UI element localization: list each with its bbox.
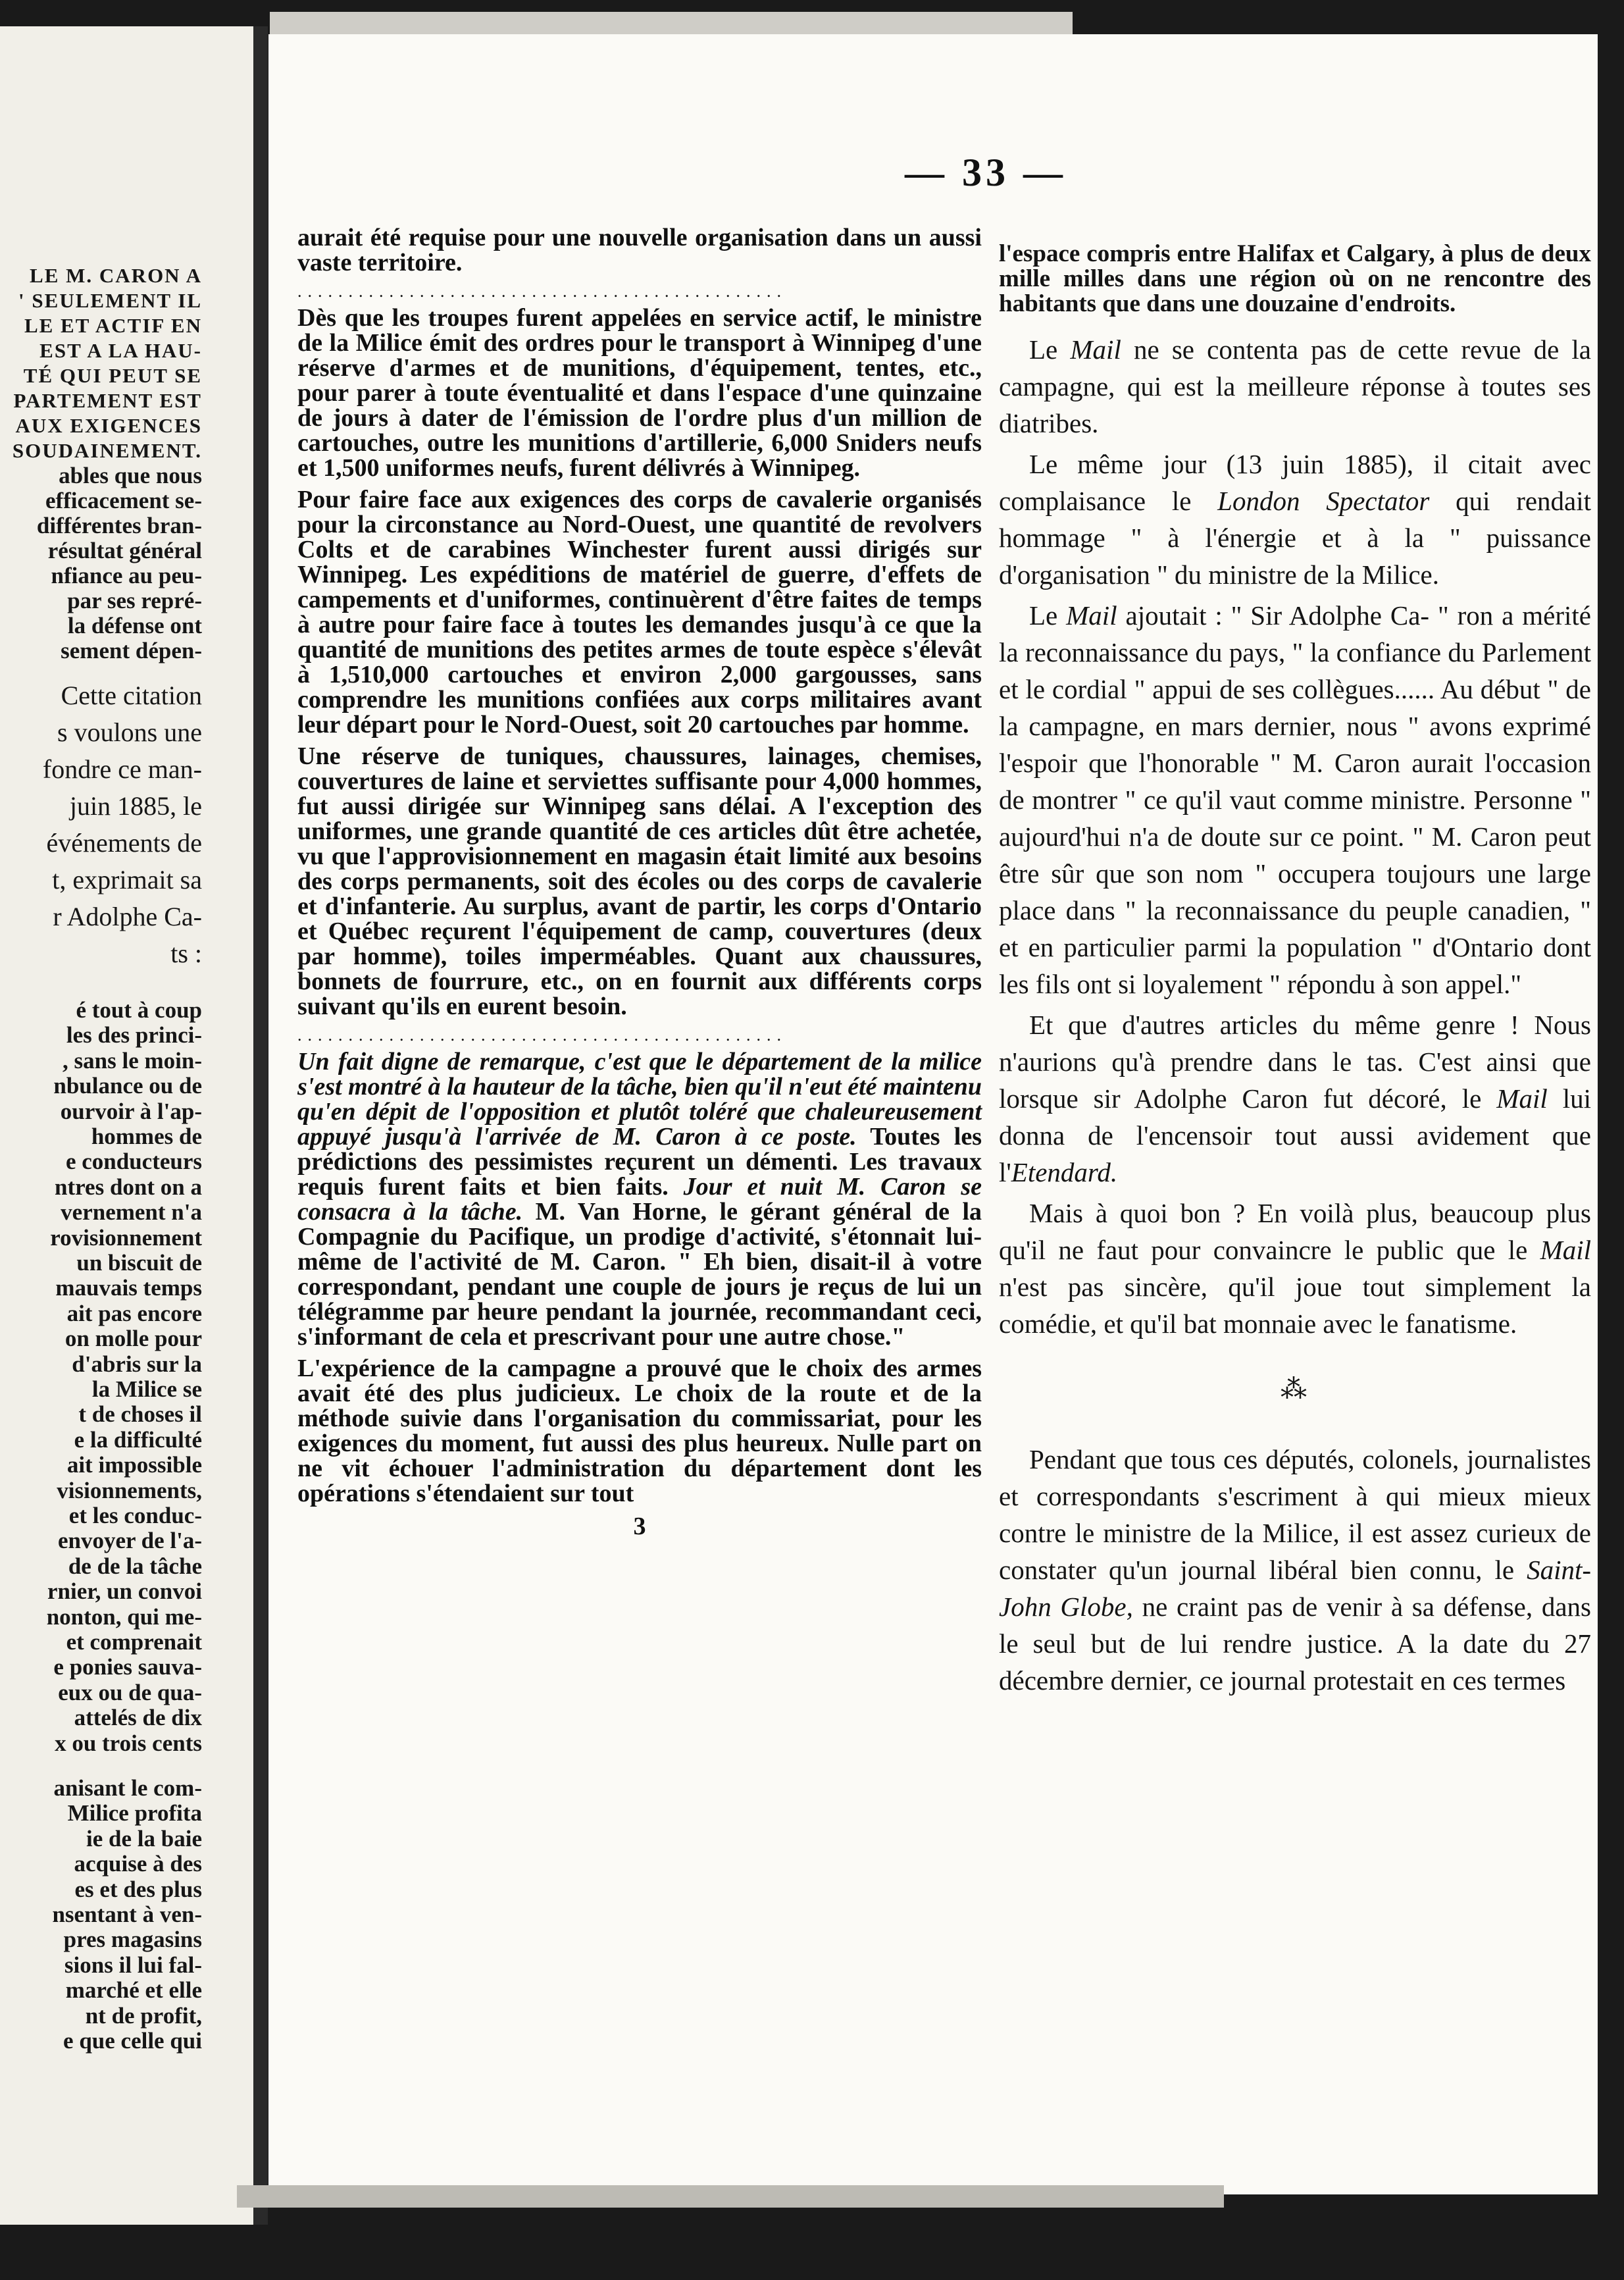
left-page-line: marché et elle — [65, 1977, 202, 2004]
left-page-line: et les conduc- — [68, 1503, 202, 1528]
text: Mais à quoi bon ? En voilà plus, beaucoup plus qu'il ne faut pour convaincre le public que le — [999, 1198, 1591, 1265]
left-page-line: nbulance ou de — [53, 1073, 202, 1099]
page-number: — 33 — — [905, 151, 1067, 194]
left-page-line: es et des plus — [74, 1876, 202, 1902]
left-page-line: rnier, un convoi — [47, 1578, 202, 1605]
left-page-line: on molle pour — [64, 1326, 202, 1352]
paragraph: aurait été requise pour une nouvelle organisation dans un aussi vaste territoire. — [297, 224, 982, 276]
newspaper-name: Saint-John Globe, — [999, 1555, 1591, 1622]
left-page-line: sions il lui fal- — [64, 1952, 202, 1978]
left-page-line: acquise à des — [74, 1851, 202, 1877]
paragraph: l'espace compris entre Halifax et Calgary, à plus de deux mille milles dans une région où on ne rencontre des habitants que dans une douzaine d'endroits. — [999, 240, 1591, 317]
paragraph — [999, 1441, 1591, 1699]
left-page-line: t de choses il — [78, 1401, 202, 1428]
text: ne craint pas de venir à sa défense, dans le seul but de lui rendre justice. A la date du 27 décembre dernier, ce journal protestait en ces termes — [999, 1592, 1591, 1696]
left-page-line: Milice profita — [67, 1800, 202, 1827]
left-page-line: les des princi- — [66, 1022, 202, 1049]
paragraph — [999, 597, 1591, 1002]
left-page-line: eux ou de qua- — [58, 1679, 202, 1705]
left-page-line: x ou trois cents — [55, 1730, 202, 1756]
paragraph — [999, 446, 1591, 593]
right-column — [999, 242, 1591, 1703]
book-spine — [253, 26, 268, 2225]
left-page-line: nfiance au peu- — [51, 563, 202, 588]
left-page-line: pres magasins — [63, 1927, 202, 1953]
text: ajoutait : " Sir Adolphe Ca- " ron a mérité la reconnaissance du pays, " la confiance du Parlement et le cordial " appui de ses collègues...... Au début " de la campagne, en mars dernier, nous " avons exprimé l'espoir que l'honorable " M. Caron aurait l'occasion de montrer " ce qu'il vaut comme ministre. Personne " aujourd'hui n'a de doute sur ce point. " M. Caron peut être sûr que son nom " occupera toujours une large place dans " la reconnaissance du peuple canadien, " et en particulier parmi la population " d'Ontario dont les fils ont si loyalement " répondu à son appel." — [999, 600, 1591, 999]
left-page-line: anisant le com- — [53, 1775, 202, 1801]
left-page-line: Cette citation — [61, 681, 202, 710]
paragraph: Pour faire face aux exigences des corps de cavalerie organisés pour la circonstance au Nord-Ouest, une quantité de revolvers Colts et de carabines Winchester furent aussi dirigés sur Winnipeg. Les expéditions de matériel de guerre, d'effets de campements et d'uniformes, continuèrent d'être faites de temps à autre pour faire face à toutes les demandes jusqu'à ce que la quantité de munitions des petites armes de toute espèce s'élevât à 1,510,000 cartouches et environ 2,000 gargousses, sans comprendre les munitions confiées aux corps militaires avant leur départ pour le Nord-Ouest, soit 20 cartouches par homme. — [297, 486, 982, 738]
section-stars: ⁂ — [1281, 1374, 1309, 1404]
text: Le — [1029, 600, 1058, 631]
left-page-line: ie de la baie — [86, 1825, 202, 1852]
left-page-line: nt de profit, — [85, 2002, 202, 2029]
text: qui rendait hommage " à l'énergie et à la " puissance d'organisation " du ministre de la Milice. — [999, 486, 1592, 590]
paragraph — [999, 1195, 1591, 1342]
left-page-line: SOUDAINEMENT. — [12, 439, 202, 462]
newspaper-name: Mail — [1496, 1083, 1548, 1114]
left-page-fragment — [0, 26, 253, 2225]
left-page-line: e ponies sauva- — [53, 1654, 202, 1680]
left-page-line: d'abris sur la — [72, 1351, 202, 1377]
left-page-line: et comprenait — [66, 1629, 202, 1655]
left-page-line: rovisionnement — [50, 1224, 202, 1251]
page-edge-bottom — [237, 2185, 1224, 2208]
left-page-line: envoyer de l'a- — [57, 1528, 202, 1554]
italic-text: Un fait digne de remarque, c'est que le département de la milice s'est montré à la hauteur de la tâche, bien qu'il n'eut été maintenu qu'en dépit de l'opposition et plutôt toléré que chaleureusement appuyé jusqu'à l'arrivée de M. Caron à ce poste. — [297, 1048, 982, 1151]
paragraph — [999, 1006, 1591, 1191]
left-page-line: e la difficulté — [74, 1426, 202, 1453]
left-page-line: AUX EXIGENCES — [15, 414, 202, 437]
left-page-line: LE ET ACTIF EN — [24, 314, 202, 337]
left-page-line: vernement n'a — [61, 1199, 202, 1226]
left-page-line: nonton, qui me- — [46, 1603, 202, 1630]
paragraph — [999, 331, 1591, 442]
newspaper-name: Mail — [1540, 1235, 1591, 1265]
left-page-line: attelés de dix — [74, 1705, 202, 1731]
left-column — [297, 225, 982, 1539]
newspaper-name: Mail — [1070, 334, 1121, 365]
paragraph: Dès que les troupes furent appelées en service actif, le ministre de la Milice émit des ordres pour le transport à Winnipeg d'une réserve d'armes et de munitions, d'équipement, tentes, etc., pour parer à toute éventualité et dans l'espace d'une quinzaine de jours à dater de l'émission de l'ordre plus d'un million de cartouches, outre les munitions d'artillerie, 6,000 Sniders neufs et 1,500 uniformes neufs, furent délivrés à Winnipeg. — [297, 304, 982, 482]
signature-mark: 3 — [633, 1513, 646, 1540]
text: ne se contenta pas de cette revue de la campagne, qui est la meilleure réponse à toutes ses diatribes. — [999, 334, 1592, 438]
left-page-line: fondre ce man- — [42, 754, 202, 784]
left-page-line: ' SEULEMENT IL — [18, 289, 202, 312]
left-page-line: é tout à coup — [76, 997, 202, 1023]
text: M. Van Horne, le gérant général de la Compagnie du Pacifique, un prodige d'activité, s'étonnait lui-même de l'activité de M. Caron. " Eh bien, disait-il à votre correspondant, pendant une couple de jours je reçus de lui un télégramme par heure pendant la journée, recommandant ceci, s'informant de cela et prescrivant pour une autre chose." — [297, 1198, 982, 1351]
left-page-line: sement dépen- — [61, 638, 202, 663]
left-page-line: ait impossible — [66, 1452, 202, 1478]
left-page-line: , sans le moin- — [63, 1047, 202, 1074]
left-page-line: par ses repré- — [67, 588, 202, 613]
left-page-line: e que celle qui — [63, 2028, 202, 2054]
separator-dots: ................................................ — [297, 282, 787, 301]
left-page-line: visionnements, — [57, 1477, 202, 1503]
text: lui donna de l'encensoir tout aussi avidement que l' — [999, 1083, 1592, 1187]
left-page-line: de de la tâche — [68, 1553, 202, 1579]
left-page-line: EST A LA HAU- — [39, 339, 202, 362]
paragraph: L'expérience de la campagne a prouvé que le choix des armes avait été des plus judicieux. Le choix de la route et de la méthode suivie dans l'organisation du commissariat, pour les exigences du moment, fut aussi des plus heureux. Nulle part on ne vit échouer l'administration du département dont les opérations s'étendaient sur tout — [297, 1355, 982, 1507]
text: Le même jour (13 juin 1885), il citait avec complaisance le — [999, 449, 1591, 516]
text: n'est pas sincère, qu'il joue tout simplement la comédie, et qu'il bat monnaie avec le fanatisme. — [999, 1272, 1591, 1339]
left-page-line: la défense ont — [67, 613, 202, 638]
left-page-line: ts : — [170, 939, 202, 968]
left-page-line: PARTEMENT EST — [13, 389, 202, 412]
newspaper-name: Mail — [1066, 600, 1117, 631]
left-page-line: mauvais temps — [55, 1275, 202, 1301]
text: Toutes les prédictions des pessimistes reçurent un démenti. Les travaux requis furent faits et bien faits. — [297, 1123, 982, 1201]
left-page-line: efficacement se- — [45, 488, 202, 513]
left-page-line: hommes de — [91, 1124, 202, 1149]
left-page-line: événements de — [46, 828, 202, 858]
newspaper-name: London Spectator — [1217, 486, 1430, 516]
left-page-line: ourvoir à l'ap- — [60, 1098, 202, 1124]
paragraph: Une réserve de tuniques, chaussures, lainages, chemises, couvertures de laine et serviettes suffisante pour 4,000 hommes, fut aussi dirigée sur Winnipeg sans délai. A l'exception des uniformes, une grande quantité de ces articles dût être achetée, vu que l'approvisionnement en magasin était limité aux besoins des corps permanents, soit des écoles ou des corps de cavalerie et d'infanterie. Au surplus, avant de partir, les corps d'Ontario et Québec reçurent l'équipement de camp, couvertures (deux par homme), toiles imperméables. Quant aux chaussures, bonnets de fourrure, etc., on en fournit aux différents corps suivant qu'ils en eurent besoin. — [297, 742, 982, 1020]
left-page-line: LE M. CARON A — [30, 264, 202, 287]
right-page — [268, 34, 1598, 2194]
newspaper-name: Etendard. — [1011, 1157, 1118, 1187]
italic-text: Jour et nuit M. Caron se consacra à la tâche. — [297, 1173, 982, 1226]
left-page-line: ntres dont on a — [55, 1174, 202, 1200]
left-page-line: juin 1885, le — [69, 791, 202, 821]
left-page-line: ables que nous — [59, 463, 202, 488]
left-page-line: nsentant à ven- — [52, 1902, 202, 1927]
text: Le — [1029, 334, 1058, 365]
separator-dots: ................................................ — [297, 1025, 787, 1045]
left-page-line: s voulons une — [57, 717, 202, 747]
left-page-line: résultat général — [47, 538, 202, 563]
left-page-line: TÉ QUI PEUT SE — [23, 364, 202, 387]
left-page-line: r Adolphe Ca- — [53, 902, 202, 931]
paragraph-quote — [297, 1049, 982, 1349]
text: Et que d'autres articles du même genre ! Nous n'aurions qu'à prendre dans le tas. C'est ainsi que lorsque sir Adolphe Caron fut décoré, le — [999, 1010, 1591, 1114]
left-page-line: e conducteurs — [65, 1149, 202, 1175]
text: Pendant que tous ces députés, colonels, journalistes et correspondants s'escriment à qui mieux mieux contre le ministre de la Milice, il est assez curieux de constater qu'un journal libéral bien connu, le — [999, 1444, 1591, 1585]
left-page-line: la Milice se — [91, 1376, 202, 1402]
left-page-line: différentes bran- — [36, 513, 202, 538]
left-page-line: ait pas encore — [66, 1300, 202, 1326]
left-page-line: t, exprimait sa — [52, 865, 202, 894]
left-page-line: un biscuit de — [76, 1250, 202, 1276]
